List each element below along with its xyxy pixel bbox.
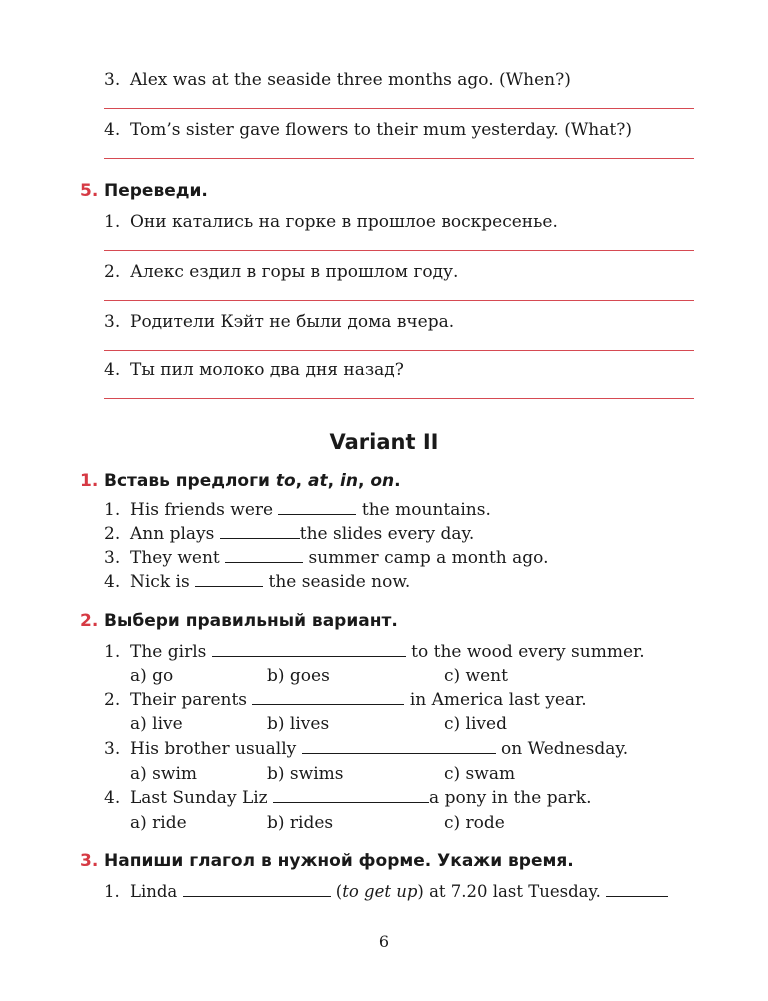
t3-item-1-close: ) <box>417 882 424 901</box>
t1-item-1-num: 1. <box>104 500 121 520</box>
t3-item-1-before: Linda <box>130 882 183 901</box>
t2-item-4 <box>104 788 592 808</box>
t2-item-1-before: The girls <box>130 642 212 662</box>
t2-item-2-num: 2. <box>104 690 121 710</box>
task3-heading <box>80 850 574 872</box>
task3-title: Напиши глагол в нужной форме. Укажи время. <box>104 851 574 871</box>
prep-at: at <box>308 471 328 491</box>
t2-item-4-before: Last Sunday Liz <box>130 788 274 808</box>
answer-line[interactable] <box>104 108 694 109</box>
option-b[interactable]: b) lives <box>267 714 330 734</box>
s5-item-3-text: Родители Кэйт не были дома вчера. <box>130 312 455 332</box>
t1-item-1-before: His friends were <box>130 500 279 520</box>
answer-line[interactable] <box>104 350 694 351</box>
task2-title: Выбери правильный вариант. <box>104 611 398 631</box>
option-a[interactable]: a) go <box>130 666 174 686</box>
t3-item-1-hint: to get up <box>342 882 418 901</box>
fill-blank[interactable] <box>220 524 300 539</box>
task2-heading <box>80 610 398 632</box>
t2-item-1-num: 1. <box>104 642 121 662</box>
option-b[interactable]: b) swims <box>267 764 344 784</box>
prep-in: in <box>340 471 358 491</box>
s5-item-3-num: 3. <box>104 312 121 332</box>
s5-item-1-text: Они катались на горке в прошлое воскресенье. <box>130 212 558 232</box>
t2-item-1-after: to the wood every summer. <box>405 642 645 662</box>
option-a[interactable]: a) live <box>130 714 183 734</box>
option-c[interactable]: c) went <box>444 666 508 686</box>
fill-blank[interactable] <box>212 642 406 657</box>
sep: , <box>357 471 371 491</box>
answer-line[interactable] <box>104 300 694 301</box>
page-number: 6 <box>378 932 390 951</box>
prep-on: on <box>370 471 395 491</box>
task1-title <box>104 471 401 491</box>
t1-item-2-num: 2. <box>104 524 121 544</box>
answer-line[interactable] <box>104 158 694 159</box>
task1-heading <box>80 470 401 492</box>
t1-item-3 <box>104 548 549 568</box>
s5-item-2-text: Алекс ездил в горы в прошлом году. <box>130 262 459 282</box>
fill-blank[interactable] <box>252 690 404 705</box>
s5-item-4-num: 4. <box>104 360 121 380</box>
s5-item-2 <box>104 262 458 282</box>
t1-item-2-before: Ann plays <box>130 524 220 544</box>
fill-blank[interactable] <box>278 500 356 515</box>
t1-item-3-num: 3. <box>104 548 121 568</box>
fill-blank[interactable] <box>183 882 331 897</box>
section5-title: Переведи. <box>104 181 208 201</box>
fill-blank[interactable] <box>302 739 496 754</box>
section5-number: 5. <box>80 181 99 201</box>
t1-item-3-after: summer camp a month ago. <box>303 548 549 568</box>
fill-blank[interactable] <box>195 572 263 587</box>
t2-item-3-num: 3. <box>104 739 121 759</box>
option-a[interactable]: a) swim <box>130 764 198 784</box>
option-c[interactable]: c) swam <box>444 764 516 784</box>
t2-item-3 <box>104 739 628 759</box>
t2-item-1 <box>104 642 645 662</box>
end-dot: . <box>394 471 401 491</box>
s5-item-1-num: 1. <box>104 212 121 232</box>
s5-item-1 <box>104 212 558 232</box>
s5-item-2-num: 2. <box>104 262 121 282</box>
t1-item-4-after: the seaside now. <box>263 572 411 592</box>
t1-item-1-after: the mountains. <box>356 500 491 520</box>
fill-blank[interactable] <box>225 548 303 563</box>
answer-line[interactable] <box>104 398 694 399</box>
option-b[interactable]: b) rides <box>267 813 334 833</box>
t2-item-2-before: Their parents <box>130 690 253 710</box>
task1-number: 1. <box>80 471 99 491</box>
t1-item-4-num: 4. <box>104 572 121 592</box>
t2-item-4-num: 4. <box>104 788 121 808</box>
s4-item-3 <box>104 70 571 90</box>
t3-item-1-num: 1. <box>104 882 120 901</box>
t1-item-2-after: the slides every day. <box>299 524 475 544</box>
t2-item-3-after: on Wednesday. <box>495 739 629 759</box>
t3-item-1-open: ( <box>330 882 343 901</box>
t1-item-3-before: They went <box>130 548 226 568</box>
option-c[interactable]: c) rode <box>444 813 505 833</box>
section5-heading <box>80 180 208 202</box>
answer-line[interactable] <box>104 250 694 251</box>
option-c[interactable]: c) lived <box>444 714 507 734</box>
t2-item-2 <box>104 690 587 710</box>
t1-item-1 <box>104 500 491 520</box>
s4-item-3-text: Alex was at the seaside three months ago. (When?) <box>130 70 571 90</box>
s5-item-3 <box>104 312 454 332</box>
sep: , <box>295 471 309 491</box>
variant-title: Variant II <box>329 430 439 454</box>
task1-title-prefix: Вставь предлоги <box>104 471 276 491</box>
fill-blank[interactable] <box>273 788 429 803</box>
t2-item-2-after: in America last year. <box>404 690 587 710</box>
t1-item-4-before: Nick is <box>130 572 196 592</box>
s4-item-4 <box>104 120 632 140</box>
t1-item-2 <box>104 524 474 544</box>
s5-item-4 <box>104 360 404 380</box>
task3-number: 3. <box>80 851 99 871</box>
t3-item-1 <box>104 882 668 902</box>
s4-item-3-num: 3. <box>104 70 121 90</box>
s4-item-4-text: Tom’s sister gave flowers to their mum yesterday. (What?) <box>130 120 632 140</box>
t2-item-4-after: a pony in the park. <box>429 788 592 808</box>
t1-item-4 <box>104 572 410 592</box>
s4-item-4-num: 4. <box>104 120 121 140</box>
option-b[interactable]: b) goes <box>267 666 330 686</box>
t3-item-1-after: at 7.20 last Tuesday. <box>423 882 607 901</box>
s5-item-4-text: Ты пил молоко два дня назад? <box>130 360 404 380</box>
prep-to: to <box>275 471 296 491</box>
option-a[interactable]: a) ride <box>130 813 187 833</box>
task2-number: 2. <box>80 611 99 631</box>
sep: , <box>327 471 341 491</box>
t2-item-3-before: His brother usually <box>130 739 302 759</box>
tense-blank[interactable] <box>606 882 668 897</box>
